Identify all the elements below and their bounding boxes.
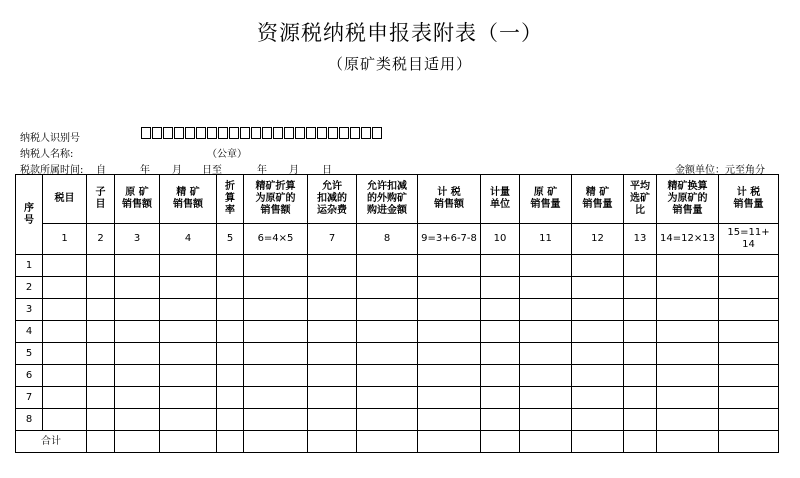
input-cell[interactable] (87, 277, 115, 299)
input-cell[interactable] (217, 343, 244, 365)
table-row (16, 387, 779, 409)
period-month-start: 月 (172, 165, 182, 176)
input-cell[interactable] (244, 365, 308, 387)
input-cell[interactable] (244, 255, 308, 277)
input-cell[interactable] (657, 299, 719, 321)
column-number-cell: 5 (217, 224, 244, 255)
id-digit-box[interactable] (185, 127, 195, 139)
input-cell[interactable] (217, 365, 244, 387)
column-number-cell: 12 (572, 224, 624, 255)
total-cell[interactable] (657, 431, 719, 453)
input-cell[interactable] (624, 321, 657, 343)
id-digit-box[interactable] (218, 127, 228, 139)
input-cell[interactable] (719, 365, 779, 387)
period-from: 自 (96, 165, 106, 176)
input-cell[interactable] (657, 321, 719, 343)
input-cell[interactable] (657, 387, 719, 409)
column-number-cell: 10 (481, 224, 520, 255)
input-cell[interactable] (87, 299, 115, 321)
id-digit-box[interactable] (295, 127, 305, 139)
column-number-cell: 2 (87, 224, 115, 255)
id-digit-box[interactable] (317, 127, 327, 139)
input-cell[interactable] (160, 387, 217, 409)
input-cell[interactable] (481, 343, 520, 365)
input-cell[interactable] (520, 409, 572, 431)
input-cell[interactable] (572, 409, 624, 431)
total-cell[interactable] (572, 431, 624, 453)
id-digit-box[interactable] (339, 127, 349, 139)
input-cell[interactable] (115, 409, 160, 431)
table-row (16, 321, 779, 343)
input-cell[interactable] (43, 387, 87, 409)
col-header-avg-ratio: 平均 选矿 比 (624, 175, 657, 224)
col-header-concentrate-volume: 精 矿 销售量 (572, 175, 624, 224)
input-cell[interactable] (308, 255, 357, 277)
total-row (16, 431, 779, 453)
input-cell[interactable] (572, 343, 624, 365)
input-cell[interactable] (572, 321, 624, 343)
table-row (16, 343, 779, 365)
input-cell[interactable] (357, 321, 418, 343)
input-cell[interactable] (357, 365, 418, 387)
id-digit-box[interactable] (240, 127, 250, 139)
col-header-purchase-deduction: 允许扣减 的外购矿 购进金额 (357, 175, 418, 224)
input-cell[interactable] (657, 255, 719, 277)
input-cell[interactable] (87, 409, 115, 431)
input-cell[interactable] (160, 299, 217, 321)
input-cell[interactable] (43, 299, 87, 321)
row-number: 6 (16, 365, 43, 387)
input-cell[interactable] (624, 409, 657, 431)
col-header-seq: 序 号 (16, 175, 43, 255)
row-number: 8 (16, 409, 43, 431)
column-number-row (16, 224, 779, 255)
id-digit-box[interactable] (141, 127, 151, 139)
col-header-concentrate-sales: 精 矿 销售额 (160, 175, 217, 224)
col-header-raw-ore-volume: 原 矿 销售量 (520, 175, 572, 224)
input-cell[interactable] (481, 255, 520, 277)
total-cell[interactable] (481, 431, 520, 453)
input-cell[interactable] (357, 387, 418, 409)
input-cell[interactable] (418, 321, 481, 343)
column-number-cell: 13 (624, 224, 657, 255)
table-row (16, 255, 779, 277)
input-cell[interactable] (87, 255, 115, 277)
input-cell[interactable] (160, 255, 217, 277)
input-cell[interactable] (418, 365, 481, 387)
input-cell[interactable] (418, 409, 481, 431)
input-cell[interactable] (115, 387, 160, 409)
col-header-freight-deduction: 允许 扣减的 运杂费 (308, 175, 357, 224)
input-cell[interactable] (308, 343, 357, 365)
taxpayer-id-boxes[interactable] (141, 127, 383, 139)
input-cell[interactable] (624, 387, 657, 409)
col-header-taxable-sales: 计 税 销售额 (418, 175, 481, 224)
total-cell[interactable] (520, 431, 572, 453)
input-cell[interactable] (87, 343, 115, 365)
input-cell[interactable] (43, 365, 87, 387)
input-cell[interactable] (115, 255, 160, 277)
input-cell[interactable] (115, 365, 160, 387)
period-day-to: 日至 (202, 165, 222, 176)
input-cell[interactable] (308, 299, 357, 321)
id-digit-box[interactable] (174, 127, 184, 139)
id-digit-box[interactable] (196, 127, 206, 139)
total-cell[interactable] (418, 431, 481, 453)
input-cell[interactable] (217, 387, 244, 409)
row-number: 7 (16, 387, 43, 409)
input-cell[interactable] (657, 343, 719, 365)
input-cell[interactable] (244, 277, 308, 299)
input-cell[interactable] (572, 387, 624, 409)
input-cell[interactable] (572, 255, 624, 277)
table-row (16, 277, 779, 299)
total-cell[interactable] (357, 431, 418, 453)
table-row (16, 409, 779, 431)
input-cell[interactable] (624, 299, 657, 321)
input-cell[interactable] (43, 409, 87, 431)
input-cell[interactable] (217, 277, 244, 299)
table-row (16, 299, 779, 321)
id-digit-box[interactable] (350, 127, 360, 139)
taxpayer-id-label: 纳税人识别号 (20, 133, 80, 144)
input-cell[interactable] (160, 409, 217, 431)
col-header-raw-ore-sales: 原 矿 销售额 (115, 175, 160, 224)
input-cell[interactable] (520, 365, 572, 387)
input-cell[interactable] (357, 409, 418, 431)
input-cell[interactable] (217, 255, 244, 277)
input-cell[interactable] (308, 321, 357, 343)
input-cell[interactable] (418, 343, 481, 365)
input-cell[interactable] (244, 299, 308, 321)
input-cell[interactable] (43, 321, 87, 343)
total-label: 合计 (16, 431, 87, 453)
input-cell[interactable] (418, 299, 481, 321)
input-cell[interactable] (87, 321, 115, 343)
row-number: 5 (16, 343, 43, 365)
input-cell[interactable] (481, 321, 520, 343)
input-cell[interactable] (217, 321, 244, 343)
column-number-cell: 1 (43, 224, 87, 255)
id-digit-box[interactable] (284, 127, 294, 139)
input-cell[interactable] (418, 255, 481, 277)
tax-period-label: 税款所属时间: (20, 165, 84, 176)
input-cell[interactable] (719, 255, 779, 277)
period-day-end: 日 (322, 165, 332, 176)
input-cell[interactable] (624, 255, 657, 277)
input-cell[interactable] (357, 343, 418, 365)
input-cell[interactable] (572, 299, 624, 321)
col-header-conversion-rate: 折 算 率 (217, 175, 244, 224)
column-number-cell: 14=12×13 (657, 224, 719, 255)
total-cell[interactable] (244, 431, 308, 453)
id-digit-box[interactable] (163, 127, 173, 139)
input-cell[interactable] (719, 277, 779, 299)
total-cell[interactable] (115, 431, 160, 453)
total-cell[interactable] (719, 431, 779, 453)
input-cell[interactable] (43, 277, 87, 299)
input-cell[interactable] (624, 343, 657, 365)
currency-unit-label: 金额单位：元至角分 (675, 165, 765, 176)
page-subtitle: （原矿类税目适用） (327, 55, 472, 73)
input-cell[interactable] (520, 277, 572, 299)
total-cell[interactable] (87, 431, 115, 453)
input-cell[interactable] (418, 277, 481, 299)
input-cell[interactable] (115, 321, 160, 343)
input-cell[interactable] (244, 343, 308, 365)
input-cell[interactable] (115, 299, 160, 321)
table-row (16, 365, 779, 387)
input-cell[interactable] (160, 365, 217, 387)
id-digit-box[interactable] (207, 127, 217, 139)
id-digit-box[interactable] (372, 127, 382, 139)
input-cell[interactable] (308, 277, 357, 299)
input-cell[interactable] (244, 321, 308, 343)
input-cell[interactable] (481, 277, 520, 299)
input-cell[interactable] (520, 343, 572, 365)
col-header-converted-sales: 精矿折算 为原矿的 销售额 (244, 175, 308, 224)
column-number-cell: 7 (308, 224, 357, 255)
input-cell[interactable] (308, 409, 357, 431)
input-cell[interactable] (160, 321, 217, 343)
input-cell[interactable] (520, 387, 572, 409)
id-digit-box[interactable] (251, 127, 261, 139)
row-number: 1 (16, 255, 43, 277)
id-digit-box[interactable] (273, 127, 283, 139)
input-cell[interactable] (357, 277, 418, 299)
period-month-end: 月 (289, 165, 299, 176)
total-cell[interactable] (160, 431, 217, 453)
column-number-cell: 4 (160, 224, 217, 255)
column-number-cell: 3 (115, 224, 160, 255)
input-cell[interactable] (357, 255, 418, 277)
total-cell[interactable] (308, 431, 357, 453)
input-cell[interactable] (572, 277, 624, 299)
input-cell[interactable] (657, 277, 719, 299)
column-number-cell: 15=11+ 14 (719, 224, 779, 255)
input-cell[interactable] (87, 387, 115, 409)
input-cell[interactable] (115, 277, 160, 299)
input-cell[interactable] (719, 343, 779, 365)
input-cell[interactable] (418, 387, 481, 409)
input-cell[interactable] (217, 409, 244, 431)
column-number-cell: 8 (357, 224, 418, 255)
input-cell[interactable] (719, 387, 779, 409)
input-cell[interactable] (657, 365, 719, 387)
input-cell[interactable] (115, 343, 160, 365)
input-cell[interactable] (624, 277, 657, 299)
input-cell[interactable] (572, 365, 624, 387)
input-cell[interactable] (481, 365, 520, 387)
taxpayer-name-label: 纳税人名称: (20, 149, 74, 160)
total-cell[interactable] (624, 431, 657, 453)
period-year-start: 年 (140, 165, 150, 176)
column-number-cell: 9=3+6-7-8 (418, 224, 481, 255)
input-cell[interactable] (43, 343, 87, 365)
id-digit-box[interactable] (328, 127, 338, 139)
col-header-taxable-volume: 计 税 销售量 (719, 175, 779, 224)
row-number: 3 (16, 299, 43, 321)
input-cell[interactable] (481, 387, 520, 409)
id-digit-box[interactable] (152, 127, 162, 139)
input-cell[interactable] (244, 387, 308, 409)
input-cell[interactable] (624, 365, 657, 387)
input-cell[interactable] (481, 299, 520, 321)
input-cell[interactable] (217, 299, 244, 321)
input-cell[interactable] (43, 255, 87, 277)
col-header-converted-volume: 精矿换算 为原矿的 销售量 (657, 175, 719, 224)
header-row (16, 175, 779, 224)
id-digit-box[interactable] (262, 127, 272, 139)
tax-schedule-table (15, 174, 779, 453)
row-number: 4 (16, 321, 43, 343)
column-number-cell: 11 (520, 224, 572, 255)
input-cell[interactable] (357, 299, 418, 321)
id-digit-box[interactable] (229, 127, 239, 139)
row-number: 2 (16, 277, 43, 299)
input-cell[interactable] (719, 321, 779, 343)
input-cell[interactable] (520, 321, 572, 343)
input-cell[interactable] (520, 299, 572, 321)
input-cell[interactable] (160, 277, 217, 299)
page-title: 资源税纳税申报表附表（一） (257, 21, 543, 45)
total-cell[interactable] (217, 431, 244, 453)
id-digit-box[interactable] (306, 127, 316, 139)
input-cell[interactable] (719, 299, 779, 321)
input-cell[interactable] (308, 365, 357, 387)
col-header-unit: 计量 单位 (481, 175, 520, 224)
id-digit-box[interactable] (361, 127, 371, 139)
col-header-tax-item: 税目 (43, 175, 87, 224)
col-header-sub-item: 子 目 (87, 175, 115, 224)
input-cell[interactable] (719, 409, 779, 431)
period-year-end: 年 (257, 165, 267, 176)
input-cell[interactable] (308, 387, 357, 409)
column-number-cell: 6=4×5 (244, 224, 308, 255)
input-cell[interactable] (481, 409, 520, 431)
input-cell[interactable] (657, 409, 719, 431)
seal-label: （公章） (207, 149, 247, 160)
input-cell[interactable] (520, 255, 572, 277)
input-cell[interactable] (87, 365, 115, 387)
input-cell[interactable] (160, 343, 217, 365)
input-cell[interactable] (244, 409, 308, 431)
